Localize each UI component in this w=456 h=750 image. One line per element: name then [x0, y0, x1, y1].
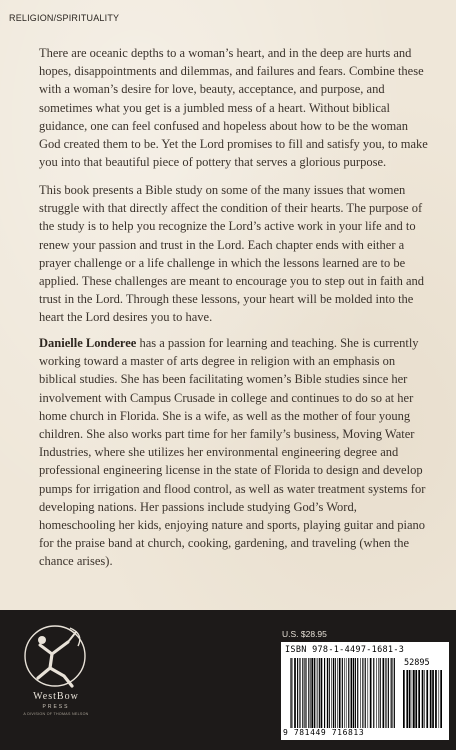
barcode-bar	[394, 658, 395, 728]
barcode-bar	[406, 670, 408, 728]
author-name: Danielle Londeree	[39, 336, 137, 350]
barcode-bar	[339, 658, 341, 728]
barcode-bar	[432, 670, 434, 728]
barcode-bar	[378, 658, 379, 728]
barcode-bar	[430, 670, 432, 728]
barcode-bar	[440, 670, 442, 728]
barcode-bar	[383, 658, 385, 728]
barcode-bar	[365, 658, 366, 728]
barcode-bar	[409, 670, 411, 728]
barcode-bar	[316, 658, 317, 728]
barcode-bar	[422, 670, 424, 728]
barcode-bar	[294, 658, 296, 728]
barcode-bar	[290, 658, 291, 728]
barcode-bar	[355, 658, 356, 728]
barcode-bar	[331, 658, 332, 728]
barcode-bar	[439, 670, 440, 728]
barcode-bar	[344, 658, 345, 728]
barcode-bar	[308, 658, 309, 728]
barcode-digits: 9 781449 716813	[283, 728, 365, 737]
price-code: 52895	[404, 658, 430, 668]
barcode-bar	[299, 658, 300, 728]
barcode-bar	[291, 658, 292, 728]
barcode-bar	[302, 658, 303, 728]
barcode-bar	[412, 670, 413, 728]
barcode-bar	[388, 658, 389, 728]
barcode-bar	[368, 658, 369, 728]
barcode-bar	[360, 658, 361, 728]
barcode-bar	[305, 658, 306, 728]
barcode-bar	[424, 670, 425, 728]
description-paragraph-1: There are oceanic depths to a woman’s heart, and in the deep are hurts and hopes, disappointments and dilemmas, and failures and fears. Combine these with a woman’s desire for love, beauty, acceptance, and purpose, and sometimes what you get is a jumbled mess of a heart. Without biblical guidance, one can feel confused and hopeless about how to be the woman God created them to be. Yet the Lord promises to fill and satisfy you, to make you into that beautiful piece of pottery that serves a glorious purpose.	[39, 46, 428, 170]
barcode-bar	[304, 658, 305, 728]
barcode-bar	[380, 658, 381, 728]
barcode-bar	[297, 658, 298, 728]
barcode-bar	[327, 658, 328, 728]
barcode-bar	[333, 658, 334, 728]
barcode-bar	[362, 658, 363, 728]
barcode-bar	[435, 670, 437, 728]
barcode-bar	[319, 658, 320, 728]
barcode-bar	[335, 658, 336, 728]
isbn-text: ISBN 978-1-4497-1681-3	[285, 645, 405, 655]
barcode-bar	[337, 658, 338, 728]
barcode-bar	[310, 658, 311, 728]
barcode-bar	[370, 658, 372, 728]
description-paragraph-2: This book presents a Bible study on some of the many issues that women struggle with that directly affect the condition of their hearts. The purpose of the study is to help you recognize the Lord’s active work in your life and to renew your passion and trust in the Lord. Each chapter ends with either a prayer challenge or a life challenge in which the lessons learned are to be applied. These challenges are meant to encourage you to step out in faith and trust in the Lord. Through these lessons, your heart will be molded into the heart the Lord desires you to have.	[39, 183, 425, 325]
barcode-bar	[311, 658, 313, 728]
barcode-bar	[376, 658, 377, 728]
publisher-division: A DIVISION OF THOMAS NELSON	[23, 712, 89, 716]
barcode-bar	[348, 658, 349, 728]
price-label: U.S. $28.95	[282, 629, 327, 639]
barcode-bar	[314, 658, 315, 728]
barcode-bar	[391, 658, 392, 728]
price-barcode	[402, 670, 445, 728]
barcode-bar	[373, 658, 374, 728]
publisher-wordmark: WestBow	[33, 691, 79, 702]
barcode-bar	[342, 658, 343, 728]
barcode-bar	[357, 658, 358, 728]
barcode-bar	[403, 670, 405, 728]
barcode-bar	[324, 658, 325, 728]
author-bio-text: has a passion for learning and teaching. She is currently working toward a master of arts degree in religion with an emphasis on biblical studies. She has been facilitating women’s Bible studies since her involvement with Campus Crusade in college and continues to do so at her home church in Florida. She is a wife, as well as the mother of four young children. She also works part time for her family’s business, Moving Water Industries, where she utilizes her environmental engineering degree and professional engineering license in the state of Florida to design and develop pumps for irrigation and flood control, as well as water treatment systems for developing nations. Her passions include studying God’s Word, homeschooling her kids, enjoying nature and sports, playing guitar and piano for the praise band at church, cooking, gardening, and traveling (when the chance arises).	[39, 336, 426, 569]
barcode-bar	[321, 658, 323, 728]
barcode-bar	[317, 658, 318, 728]
barcode-bar	[413, 670, 415, 728]
barcode-bar	[385, 658, 386, 728]
barcode-bar	[351, 658, 353, 728]
publisher-press: PRESS	[42, 704, 70, 710]
barcode-bar	[329, 658, 330, 728]
barcode-bar	[418, 670, 420, 728]
category-label: RELIGION/SPIRITUALITY	[9, 13, 120, 23]
barcode-bar	[415, 670, 417, 728]
author-bio	[39, 334, 429, 571]
barcode-bar	[346, 658, 347, 728]
barcode-bar	[392, 658, 393, 728]
isbn-barcode	[289, 658, 397, 728]
barcode-bar	[426, 670, 428, 728]
barcode-bar	[353, 658, 354, 728]
